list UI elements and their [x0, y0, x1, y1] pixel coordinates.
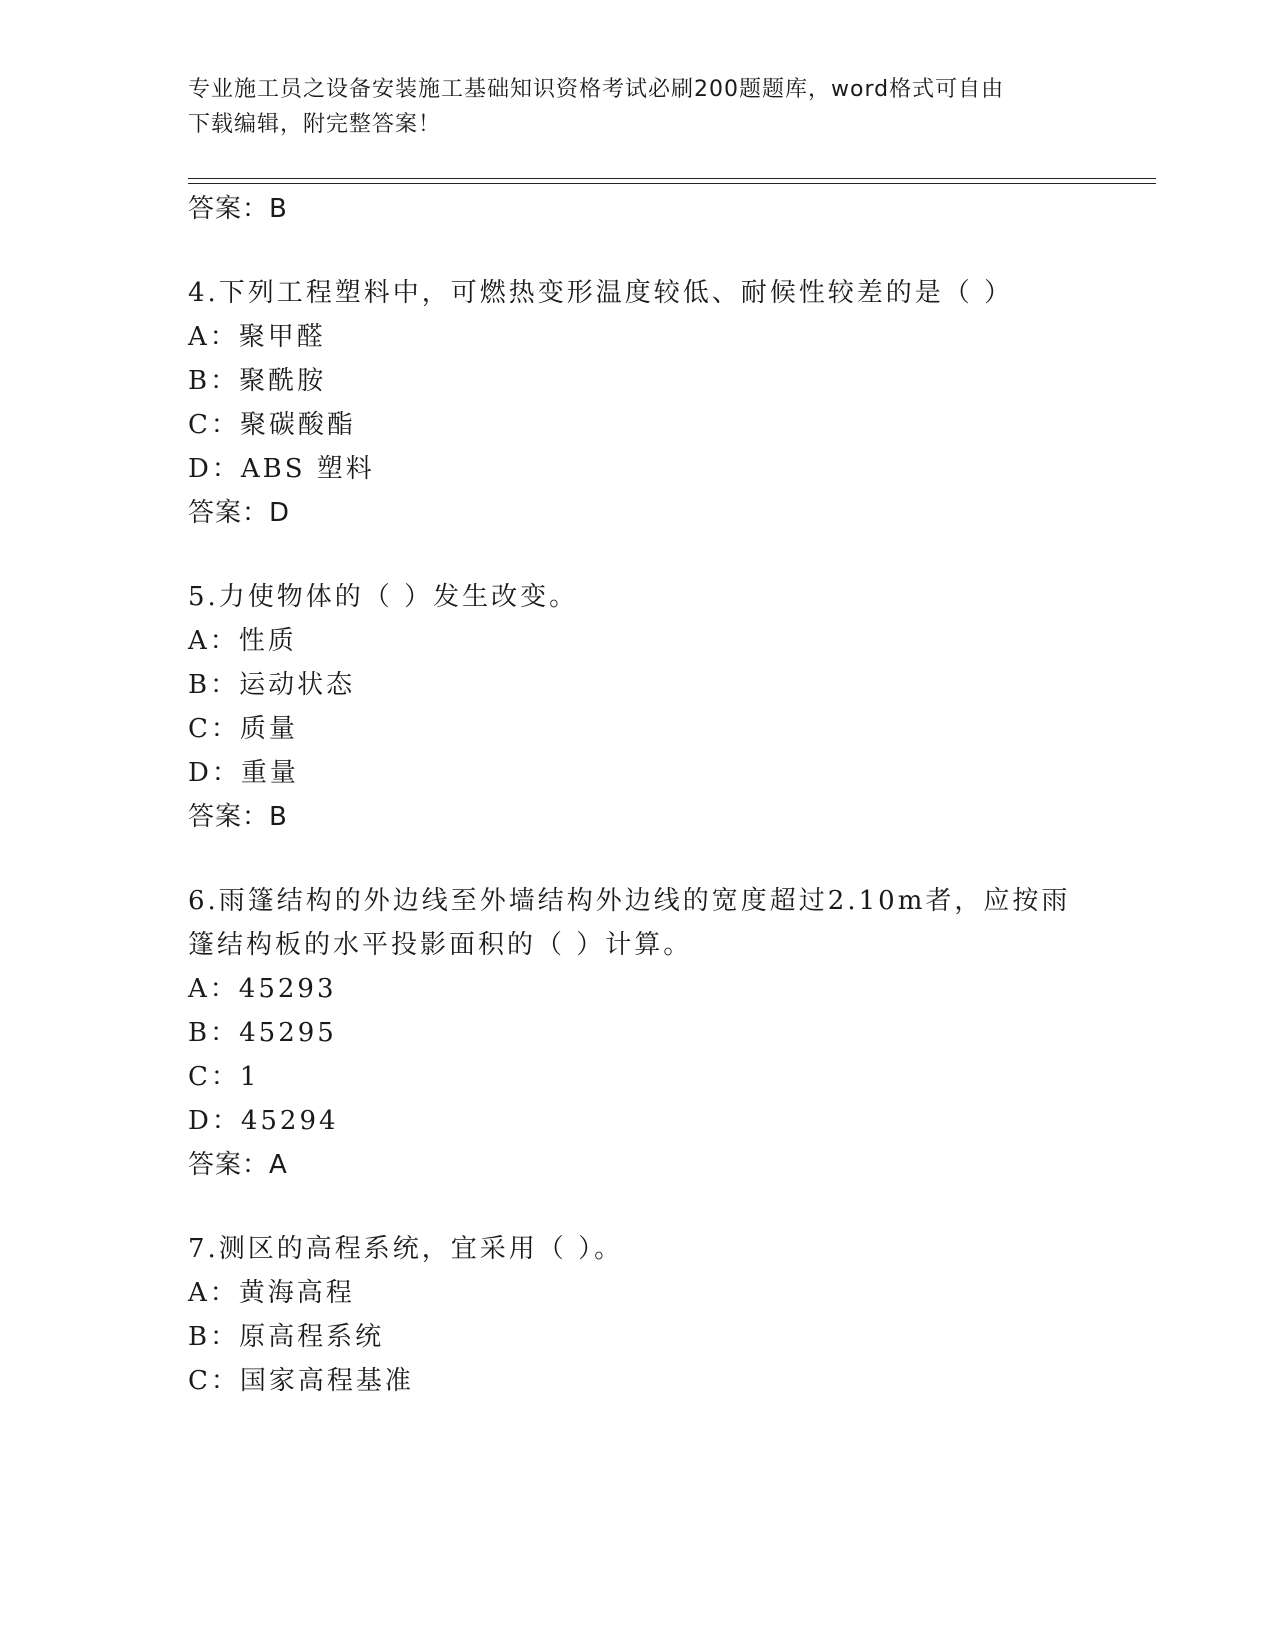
question-5-stem: 5.力使物体的（ ）发生改变。 — [188, 582, 579, 612]
header-divider-bottom — [188, 183, 1156, 184]
question-4-option-b: B：聚酰胺 — [188, 366, 327, 396]
question-4-option-c: C：聚碳酸酯 — [188, 410, 356, 440]
document-header — [188, 72, 1088, 142]
question-4-option-a: A：聚甲醛 — [188, 322, 326, 352]
question-5-option-c: C：质量 — [188, 714, 298, 744]
question-6-option-a: A：45293 — [188, 974, 337, 1004]
header-line-2: 下载编辑，附完整答案！ — [188, 112, 442, 137]
question-6-answer: 答案：A — [188, 1150, 288, 1180]
header-line-1: 专业施工员之设备安装施工基础知识资格考试必刷200题题库，word格式可自由 — [188, 77, 1005, 102]
question-6-option-d: D：45294 — [188, 1106, 339, 1136]
question-6-stem-line-1: 6.雨篷结构的外边线至外墙结构外边线的宽度超过2.10m者，应按雨 — [188, 886, 1071, 916]
question-6-option-c: C：1 — [188, 1062, 260, 1092]
question-4-stem: 4.下列工程塑料中，可燃热变形温度较低、耐候性较差的是（ ） — [188, 278, 1014, 308]
header-divider-top — [188, 178, 1156, 179]
question-5-answer: 答案：B — [188, 802, 288, 832]
question-5-option-b: B：运动状态 — [188, 670, 356, 700]
question-7-option-c: C：国家高程基准 — [188, 1366, 414, 1396]
question-7-stem: 7.测区的高程系统，宜采用（ ）。 — [188, 1234, 624, 1264]
question-7-option-b: B：原高程系统 — [188, 1322, 385, 1352]
question-7-option-a: A：黄海高程 — [188, 1278, 355, 1308]
question-6-stem-line-2: 篷结构板的水平投影面积的（ ）计算。 — [188, 930, 693, 960]
previous-answer: 答案：B — [188, 194, 288, 224]
question-6-option-b: B：45295 — [188, 1018, 337, 1048]
question-5-option-a: A：性质 — [188, 626, 297, 656]
question-5-option-d: D：重量 — [188, 758, 299, 788]
question-4-answer: 答案：D — [188, 498, 291, 528]
question-4-option-d: D：ABS 塑料 — [188, 454, 375, 484]
